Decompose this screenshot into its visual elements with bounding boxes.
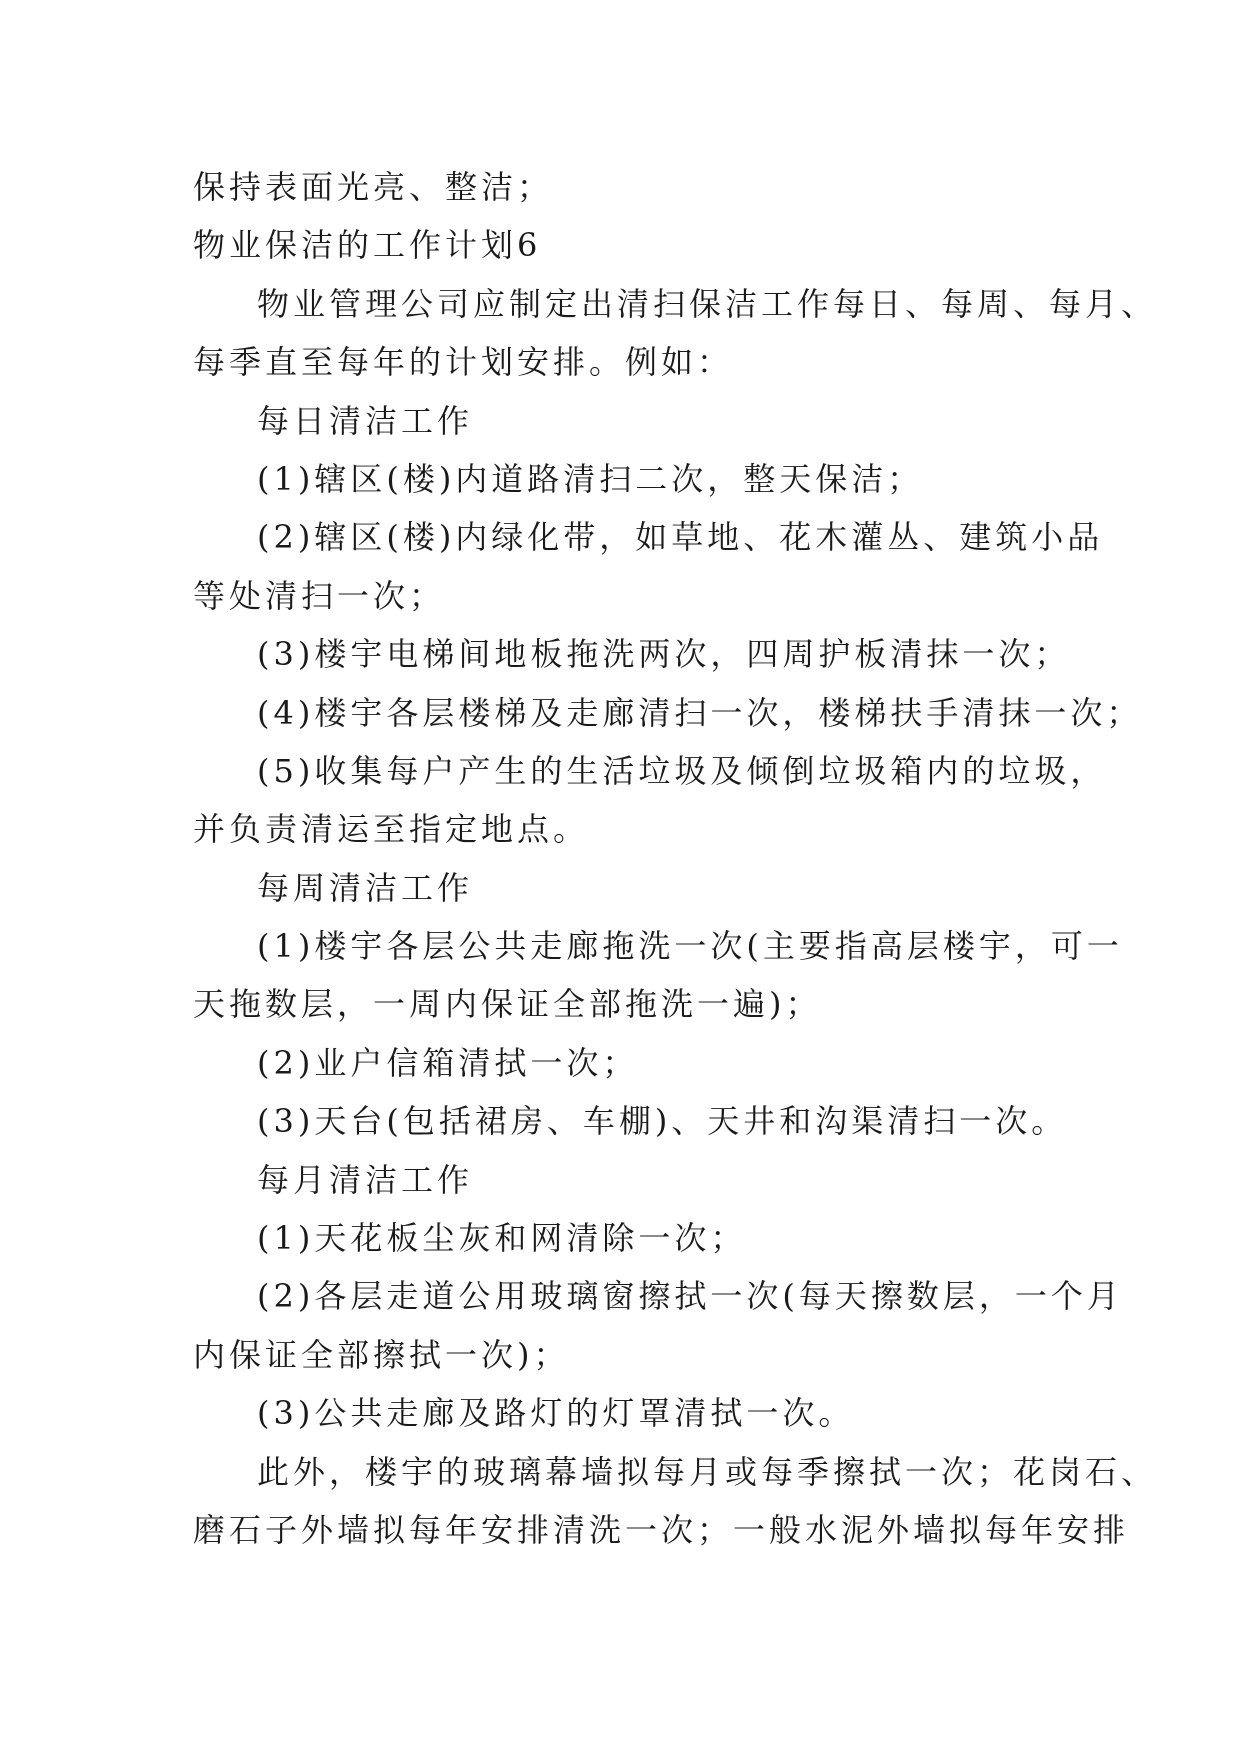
paragraph-line: 此外，楼宇的玻璃幕墙拟每月或每季擦拭一次；花岗石、	[257, 1452, 1158, 1491]
list-item: (3)楼宇电梯间地板拖洗两次，四周护板清抹一次；	[257, 635, 1071, 674]
list-item: (1)楼宇各层公共走廊拖洗一次(主要指高层楼宇，可一	[257, 927, 1123, 966]
list-item: (2)业户信箱清拭一次；	[257, 1043, 639, 1082]
text-line: 内保证全部擦拭一次)；	[193, 1335, 570, 1374]
text-line: 每季直至每年的计划安排。例如：	[193, 343, 734, 382]
text-line: 并负责清运至指定地点。	[193, 810, 590, 849]
document-body	[193, 158, 1158, 1559]
list-item: (3)公共走廊及路灯的灯罩清拭一次。	[257, 1394, 855, 1433]
list-item: (3)天台(包括裙房、车棚)、天井和沟渠清扫一次。	[257, 1102, 1068, 1141]
list-item: (2)辖区(楼)内绿化带，如草地、花木灌丛、建筑小品	[257, 518, 1104, 557]
text-line: 物业管理公司应制定出清扫保洁工作每日、每周、每月、	[257, 284, 1158, 323]
text-line: 磨石子外墙拟每年安排清洗一次；一般水泥外墙拟每年安排	[193, 1510, 1130, 1549]
list-item: (2)各层走道公用玻璃窗擦拭一次(每天擦数层，一个月	[257, 1277, 1123, 1316]
list-item: (5)收集每户产生的生活垃圾及倾倒垃圾箱内的垃圾，	[257, 751, 1107, 790]
text-line: 保持表面光亮、整洁；	[193, 168, 554, 206]
subheading-daily: 每日清洁工作	[257, 401, 474, 440]
text-line: 等处清扫一次；	[193, 576, 446, 615]
subheading-weekly: 每周清洁工作	[257, 868, 474, 907]
list-item: (1)辖区(楼)内道路清扫二次，整天保洁；	[257, 459, 924, 498]
text-line: 天拖数层，一周内保证全部拖洗一遍)；	[193, 985, 822, 1024]
subheading-monthly: 每月清洁工作	[257, 1160, 474, 1199]
list-item: (1)天花板尘灰和网清除一次；	[257, 1219, 747, 1258]
list-item: (4)楼宇各层楼梯及走廊清扫一次，楼梯扶手清抹一次；	[257, 693, 1143, 732]
section-heading: 物业保洁的工作计划6	[193, 226, 542, 265]
